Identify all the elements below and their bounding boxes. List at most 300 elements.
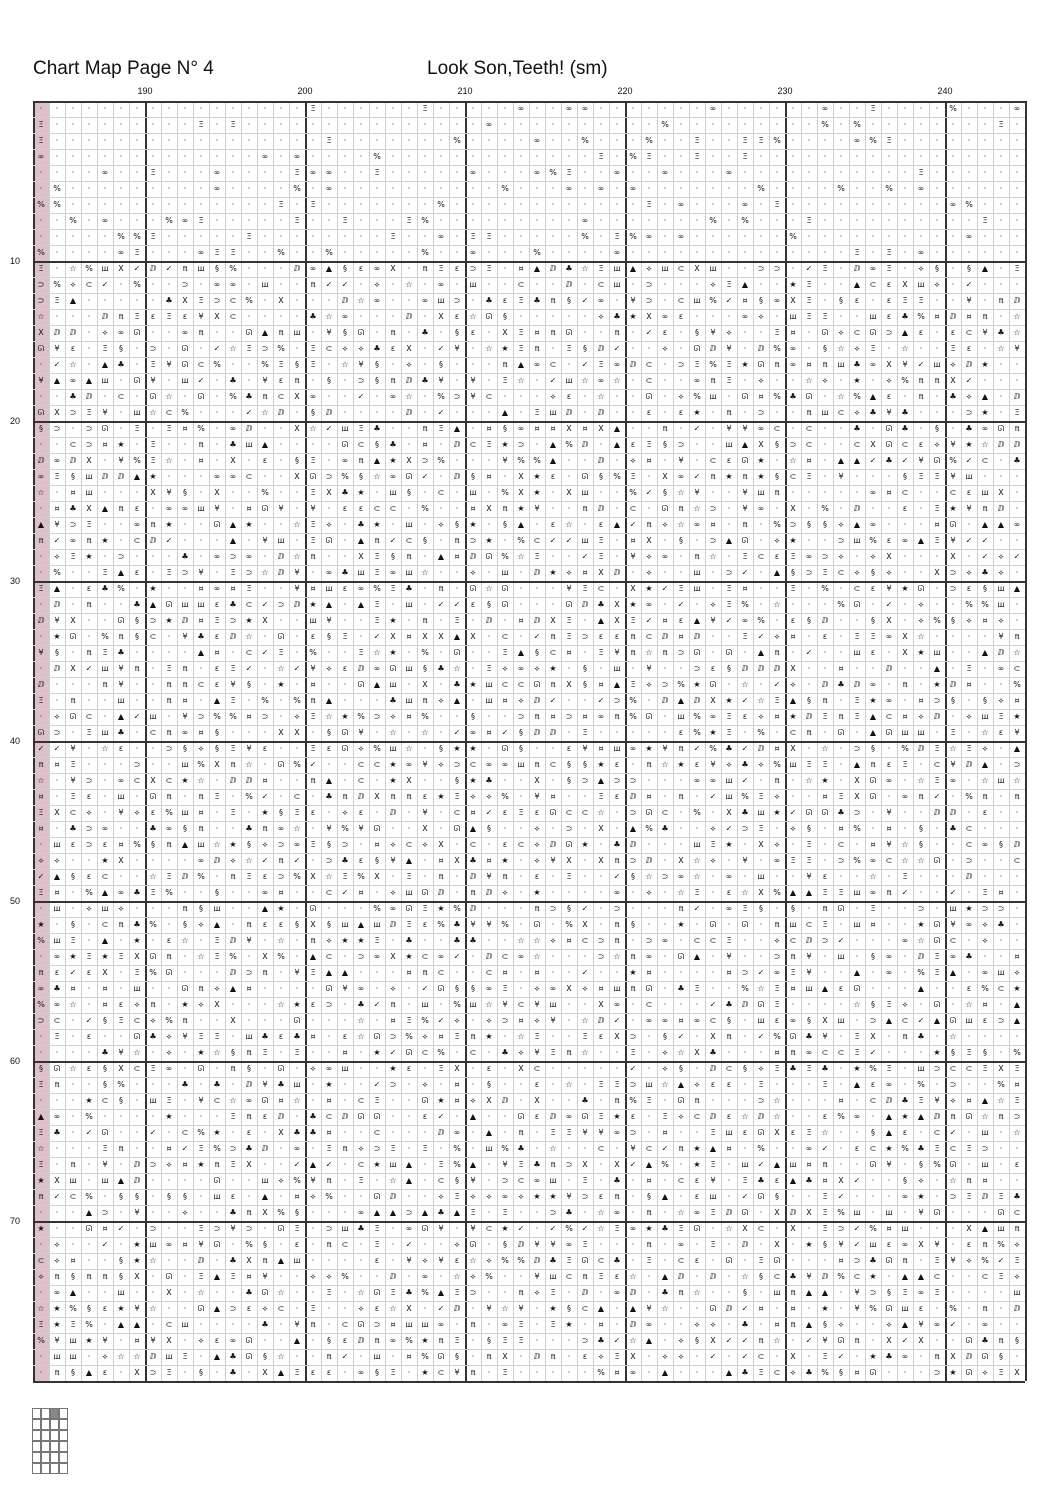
- stitch-cell: ·: [177, 1221, 193, 1237]
- stitch-cell: ¥: [273, 501, 289, 517]
- stitch-cell: %: [625, 709, 641, 725]
- stitch-cell: ∞: [625, 1365, 641, 1381]
- stitch-cell: ∞: [961, 917, 977, 933]
- stitch-cell: ✓: [625, 1061, 641, 1077]
- stitch-cell: ·: [737, 245, 753, 261]
- stitch-cell: §: [913, 837, 929, 853]
- stitch-cell: π: [641, 1205, 657, 1221]
- stitch-cell: ·: [289, 117, 305, 133]
- stitch-cell: Ξ: [417, 1141, 433, 1157]
- stitch-cell: ·: [209, 965, 225, 981]
- stitch-cell: ⅅ: [737, 1237, 753, 1253]
- stitch-cell: ·: [865, 293, 881, 309]
- stitch-cell: ⅅ: [449, 469, 465, 485]
- stitch-cell: ∞: [545, 981, 561, 997]
- stitch-cell: ·: [97, 613, 113, 629]
- stitch-cell: ⟡: [769, 789, 785, 805]
- stitch-cell: ⊃: [465, 533, 481, 549]
- stitch-cell: X: [465, 629, 481, 645]
- stitch-cell: ✓: [97, 1237, 113, 1253]
- stitch-cell: ε: [849, 1141, 865, 1157]
- stitch-cell: ⟡: [753, 709, 769, 725]
- stitch-cell: ☆: [737, 1269, 753, 1285]
- stitch-cell: ·: [289, 773, 305, 789]
- stitch-cell: ε: [673, 309, 689, 325]
- stitch-cell: ✓: [417, 981, 433, 997]
- stitch-cell: ⅅ: [545, 725, 561, 741]
- stitch-cell: ∞: [977, 837, 993, 853]
- stitch-cell: ⊂: [641, 357, 657, 373]
- stitch-cell: Ξ: [193, 1141, 209, 1157]
- stitch-cell: ·: [417, 341, 433, 357]
- stitch-cell: ·: [609, 149, 625, 165]
- stitch-cell: %: [33, 197, 49, 213]
- stitch-cell: ·: [225, 789, 241, 805]
- stitch-cell: ·: [49, 1141, 65, 1157]
- stitch-cell: ⅅ: [273, 565, 289, 581]
- stitch-cell: ·: [897, 901, 913, 917]
- stitch-cell: ⊂: [577, 805, 593, 821]
- stitch-cell: ·: [577, 181, 593, 197]
- stitch-cell: ·: [305, 1285, 321, 1301]
- stitch-cell: ·: [257, 725, 273, 741]
- stitch-cell: ·: [417, 933, 433, 949]
- stitch-cell: ·: [257, 165, 273, 181]
- stitch-cell: ☆: [65, 1061, 81, 1077]
- stitch-cell: ⊃: [801, 565, 817, 581]
- stitch-cell: ✓: [897, 453, 913, 469]
- stitch-cell: ·: [49, 101, 65, 117]
- stitch-cell: ¥: [721, 421, 737, 437]
- stitch-cell: ·: [385, 517, 401, 533]
- stitch-cell: ∞: [625, 741, 641, 757]
- stitch-cell: ·: [817, 533, 833, 549]
- stitch-cell: Ξ: [753, 821, 769, 837]
- stitch-cell: ·: [81, 245, 97, 261]
- stitch-cell: %: [113, 229, 129, 245]
- stitch-cell: %: [657, 1157, 673, 1173]
- stitch-cell: ·: [49, 213, 65, 229]
- stitch-cell: ▲: [865, 389, 881, 405]
- stitch-cell: ⊂: [193, 677, 209, 693]
- stitch-cell: %: [833, 1109, 849, 1125]
- stitch-cell: ·: [721, 1045, 737, 1061]
- stitch-cell: ·: [33, 629, 49, 645]
- stitch-cell: ·: [113, 1157, 129, 1173]
- stitch-cell: ·: [113, 149, 129, 165]
- stitch-cell: π: [737, 469, 753, 485]
- stitch-cell: ·: [849, 1349, 865, 1365]
- stitch-cell: ·: [817, 133, 833, 149]
- stitch-cell: ⊂: [145, 629, 161, 645]
- stitch-cell: π: [161, 949, 177, 965]
- stitch-cell: ·: [961, 885, 977, 901]
- stitch-cell: ¤: [769, 1045, 785, 1061]
- stitch-cell: π: [273, 853, 289, 869]
- stitch-cell: ⟡: [481, 789, 497, 805]
- stitch-cell: %: [433, 1045, 449, 1061]
- stitch-cell: ш: [145, 709, 161, 725]
- stitch-cell: ·: [145, 421, 161, 437]
- stitch-cell: ·: [65, 1093, 81, 1109]
- stitch-cell: ·: [673, 325, 689, 341]
- stitch-cell: ·: [545, 949, 561, 965]
- stitch-cell: ⊂: [897, 1013, 913, 1029]
- stitch-cell: ·: [273, 117, 289, 133]
- stitch-cell: Ξ: [657, 1109, 673, 1125]
- stitch-cell: ш: [721, 773, 737, 789]
- stitch-cell: ¤: [721, 965, 737, 981]
- stitch-cell: §: [513, 725, 529, 741]
- stitch-cell: ∞: [977, 965, 993, 981]
- stitch-cell: ♣: [737, 805, 753, 821]
- stitch-cell: ·: [945, 213, 961, 229]
- stitch-cell: ε: [625, 1109, 641, 1125]
- stitch-cell: π: [225, 1061, 241, 1077]
- stitch-cell: X: [737, 1221, 753, 1237]
- stitch-cell: ✓: [913, 1013, 929, 1029]
- stitch-cell: ·: [177, 149, 193, 165]
- stitch-cell: ⅅ: [593, 341, 609, 357]
- stitch-cell: ∞: [97, 821, 113, 837]
- stitch-cell: ·: [817, 485, 833, 501]
- stitch-cell: ⟡: [529, 853, 545, 869]
- stitch-cell: ·: [897, 1061, 913, 1077]
- stitch-cell: ·: [897, 165, 913, 181]
- stitch-cell: Ξ: [609, 1221, 625, 1237]
- stitch-cell: ¥: [545, 1237, 561, 1253]
- stitch-cell: ε: [817, 1109, 833, 1125]
- stitch-cell: ·: [449, 181, 465, 197]
- stitch-cell: ·: [129, 1221, 145, 1237]
- stitch-cell: ш: [97, 373, 113, 389]
- stitch-cell: ·: [449, 565, 465, 581]
- stitch-cell: ⅅ: [785, 1205, 801, 1221]
- stitch-cell: ·: [321, 1045, 337, 1061]
- stitch-cell: %: [529, 453, 545, 469]
- stitch-cell: ᘏ: [753, 997, 769, 1013]
- stitch-cell: ✓: [193, 373, 209, 389]
- stitch-cell: ·: [1009, 213, 1025, 229]
- stitch-cell: ·: [977, 181, 993, 197]
- stitch-cell: ш: [49, 901, 65, 917]
- stitch-cell: ⊃: [369, 1141, 385, 1157]
- stitch-cell: %: [353, 709, 369, 725]
- stitch-cell: ·: [417, 597, 433, 613]
- stitch-cell: ∞: [769, 293, 785, 309]
- stitch-cell: ·: [897, 389, 913, 405]
- stitch-cell: ·: [545, 1029, 561, 1045]
- stitch-cell: ♣: [225, 1205, 241, 1221]
- stitch-cell: ∞: [289, 1141, 305, 1157]
- stitch-cell: ·: [481, 1317, 497, 1333]
- stitch-cell: X: [929, 565, 945, 581]
- stitch-cell: X: [33, 325, 49, 341]
- stitch-cell: §: [65, 469, 81, 485]
- stitch-cell: ·: [913, 1221, 929, 1237]
- stitch-cell: ·: [657, 293, 673, 309]
- stitch-cell: ✓: [689, 469, 705, 485]
- stitch-cell: ∞: [353, 981, 369, 997]
- stitch-cell: π: [1009, 789, 1025, 805]
- stitch-cell: ᘏ: [433, 981, 449, 997]
- stitch-cell: ⅅ: [481, 885, 497, 901]
- stitch-cell: ▲: [977, 757, 993, 773]
- stitch-cell: ·: [993, 1141, 1009, 1157]
- stitch-cell: ★: [529, 469, 545, 485]
- stitch-cell: ·: [449, 197, 465, 213]
- stitch-cell: ·: [689, 165, 705, 181]
- stitch-cell: ✓: [801, 261, 817, 277]
- stitch-cell: ε: [241, 1125, 257, 1141]
- stitch-cell: ⟡: [433, 1189, 449, 1205]
- stitch-cell: ·: [49, 485, 65, 501]
- stitch-cell: X: [577, 917, 593, 933]
- stitch-cell: ε: [497, 805, 513, 821]
- stitch-cell: ·: [145, 677, 161, 693]
- stitch-cell: ш: [417, 997, 433, 1013]
- stitch-cell: ·: [161, 1077, 177, 1093]
- stitch-cell: ☆: [769, 1093, 785, 1109]
- stitch-cell: ·: [801, 533, 817, 549]
- stitch-cell: §: [449, 773, 465, 789]
- stitch-cell: ·: [641, 421, 657, 437]
- stitch-cell: Ξ: [721, 597, 737, 613]
- stitch-cell: ε: [305, 997, 321, 1013]
- stitch-cell: ·: [593, 1061, 609, 1077]
- stitch-cell: ∞: [881, 773, 897, 789]
- stitch-cell: ¤: [641, 453, 657, 469]
- stitch-cell: ✓: [849, 1173, 865, 1189]
- stitch-cell: ⊂: [33, 1253, 49, 1269]
- stitch-cell: ·: [241, 357, 257, 373]
- stitch-cell: π: [321, 1173, 337, 1189]
- stitch-cell: %: [321, 1189, 337, 1205]
- stitch-cell: ·: [129, 1285, 145, 1301]
- stitch-cell: ·: [961, 1205, 977, 1221]
- stitch-cell: ▲: [977, 1221, 993, 1237]
- stitch-cell: Ξ: [321, 1141, 337, 1157]
- stitch-cell: ·: [177, 453, 193, 469]
- stitch-cell: ⟡: [1009, 1237, 1025, 1253]
- stitch-cell: ∞: [865, 517, 881, 533]
- stitch-cell: π: [769, 357, 785, 373]
- stitch-cell: ·: [65, 581, 81, 597]
- stitch-cell: ⊃: [785, 437, 801, 453]
- stitch-cell: ·: [433, 805, 449, 821]
- stitch-cell: ·: [641, 1045, 657, 1061]
- stitch-cell: π: [113, 629, 129, 645]
- stitch-cell: ·: [401, 117, 417, 133]
- stitch-cell: ★: [865, 693, 881, 709]
- stitch-cell: ¥: [417, 805, 433, 821]
- stitch-cell: ·: [49, 677, 65, 693]
- stitch-cell: ·: [593, 1285, 609, 1301]
- stitch-cell: ☆: [897, 341, 913, 357]
- stitch-cell: ⊂: [145, 725, 161, 741]
- stitch-cell: ⊃: [673, 357, 689, 373]
- stitch-cell: ·: [1009, 181, 1025, 197]
- stitch-cell: X: [785, 1349, 801, 1365]
- stitch-cell: ·: [881, 1173, 897, 1189]
- stitch-cell: %: [289, 1173, 305, 1189]
- stitch-cell: ∞: [897, 1189, 913, 1205]
- stitch-cell: §: [865, 997, 881, 1013]
- stitch-cell: ε: [417, 789, 433, 805]
- stitch-cell: %: [161, 885, 177, 901]
- stitch-cell: ∞: [385, 565, 401, 581]
- stitch-cell: ▲: [785, 885, 801, 901]
- stitch-cell: ¥: [257, 533, 273, 549]
- stitch-cell: ᘏ: [945, 1013, 961, 1029]
- stitch-cell: ·: [145, 101, 161, 117]
- stitch-cell: ·: [625, 725, 641, 741]
- stitch-cell: ▲: [65, 293, 81, 309]
- stitch-cell: ⟡: [289, 709, 305, 725]
- stitch-cell: ¥: [913, 1205, 929, 1221]
- stitch-cell: Ξ: [513, 805, 529, 821]
- stitch-cell: %: [641, 821, 657, 837]
- stitch-cell: ✓: [433, 597, 449, 613]
- stitch-cell: ·: [625, 565, 641, 581]
- stitch-cell: ⅅ: [33, 677, 49, 693]
- stitch-cell: §: [625, 917, 641, 933]
- stitch-cell: X: [257, 1205, 273, 1221]
- stitch-cell: ·: [881, 197, 897, 213]
- stitch-cell: ·: [129, 821, 145, 837]
- stitch-cell: ▲: [785, 1173, 801, 1189]
- stitch-cell: ᘏ: [129, 373, 145, 389]
- stitch-cell: π: [673, 789, 689, 805]
- stitch-cell: ✓: [321, 277, 337, 293]
- stitch-cell: ·: [449, 837, 465, 853]
- stitch-cell: Ξ: [977, 213, 993, 229]
- stitch-cell: ¤: [785, 981, 801, 997]
- stitch-cell: ▲: [97, 885, 113, 901]
- stitch-cell: ·: [609, 485, 625, 501]
- stitch-cell: ♣: [481, 773, 497, 789]
- stitch-cell: ·: [353, 117, 369, 133]
- stitch-cell: ·: [257, 1061, 273, 1077]
- stitch-cell: ш: [753, 869, 769, 885]
- stitch-cell: ·: [81, 197, 97, 213]
- stitch-cell: §: [561, 1301, 577, 1317]
- stitch-cell: ·: [97, 149, 113, 165]
- stitch-cell: §: [337, 325, 353, 341]
- stitch-cell: %: [705, 741, 721, 757]
- stitch-cell: π: [721, 1029, 737, 1045]
- stitch-cell: %: [769, 1029, 785, 1045]
- stitch-cell: Ξ: [193, 117, 209, 133]
- stitch-cell: ⊂: [545, 645, 561, 661]
- stitch-cell: Ξ: [145, 885, 161, 901]
- stitch-cell: ¥: [353, 725, 369, 741]
- stitch-cell: ·: [977, 165, 993, 181]
- stitch-cell: ⅅ: [753, 341, 769, 357]
- stitch-cell: ᘏ: [993, 1205, 1009, 1221]
- stitch-cell: ·: [481, 741, 497, 757]
- stitch-cell: ★: [81, 549, 97, 565]
- stitch-cell: ⟡: [657, 1061, 673, 1077]
- stitch-cell: ⊂: [849, 581, 865, 597]
- stitch-cell: ·: [33, 181, 49, 197]
- stitch-cell: ·: [609, 405, 625, 421]
- stitch-cell: ε: [561, 389, 577, 405]
- stitch-cell: ⊂: [417, 949, 433, 965]
- stitch-cell: ⟡: [753, 373, 769, 389]
- stitch-cell: ·: [625, 1173, 641, 1189]
- stitch-cell: ш: [689, 837, 705, 853]
- stitch-cell: ⊃: [913, 901, 929, 917]
- stitch-cell: π: [673, 1285, 689, 1301]
- stitch-cell: ¤: [97, 1221, 113, 1237]
- stitch-cell: Ξ: [449, 1189, 465, 1205]
- stitch-cell: ☆: [545, 1141, 561, 1157]
- stitch-cell: ⅅ: [529, 565, 545, 581]
- stitch-cell: ✓: [577, 549, 593, 565]
- stitch-cell: ·: [497, 1269, 513, 1285]
- stitch-cell: ♣: [785, 389, 801, 405]
- stitch-cell: ☆: [385, 1173, 401, 1189]
- stitch-cell: ·: [81, 757, 97, 773]
- stitch-cell: ·: [273, 1013, 289, 1029]
- stitch-cell: ¥: [465, 917, 481, 933]
- stitch-cell: §: [113, 1253, 129, 1269]
- stitch-cell: ⅅ: [545, 1109, 561, 1125]
- stitch-cell: ·: [577, 453, 593, 469]
- stitch-cell: ▲: [849, 1077, 865, 1093]
- stitch-cell: ¤: [625, 533, 641, 549]
- stitch-cell: Ξ: [1009, 1061, 1025, 1077]
- stitch-cell: ⊃: [401, 1205, 417, 1221]
- stitch-cell: ⊃: [113, 549, 129, 565]
- stitch-cell: ☆: [401, 741, 417, 757]
- stitch-cell: ·: [577, 789, 593, 805]
- stitch-cell: ·: [737, 117, 753, 133]
- stitch-cell: ·: [481, 181, 497, 197]
- stitch-cell: ш: [657, 261, 673, 277]
- stitch-cell: ¤: [897, 709, 913, 725]
- stitch-cell: ☆: [1009, 325, 1025, 341]
- stitch-cell: ε: [449, 309, 465, 325]
- stitch-cell: ·: [721, 1157, 737, 1173]
- stitch-cell: ·: [657, 1333, 673, 1349]
- stitch-cell: ☆: [385, 1301, 401, 1317]
- stitch-cell: Ξ: [769, 1061, 785, 1077]
- stitch-cell: ·: [801, 197, 817, 213]
- stitch-cell: ¤: [545, 709, 561, 725]
- stitch-cell: ★: [305, 597, 321, 613]
- stitch-cell: Ξ: [33, 117, 49, 133]
- stitch-cell: ·: [801, 325, 817, 341]
- stitch-cell: ·: [881, 1269, 897, 1285]
- stitch-cell: ✓: [737, 741, 753, 757]
- stitch-cell: π: [641, 757, 657, 773]
- stitch-cell: ·: [1009, 933, 1025, 949]
- stitch-cell: ∞: [113, 245, 129, 261]
- stitch-cell: ·: [641, 1349, 657, 1365]
- stitch-cell: ·: [369, 389, 385, 405]
- stitch-cell: ·: [785, 997, 801, 1013]
- stitch-cell: ⅅ: [849, 501, 865, 517]
- stitch-cell: %: [273, 245, 289, 261]
- stitch-cell: X: [785, 293, 801, 309]
- stitch-cell: ш: [209, 1189, 225, 1205]
- stitch-cell: ·: [913, 229, 929, 245]
- stitch-cell: ∞: [49, 997, 65, 1013]
- stitch-cell: ·: [497, 389, 513, 405]
- stitch-cell: ♣: [497, 1045, 513, 1061]
